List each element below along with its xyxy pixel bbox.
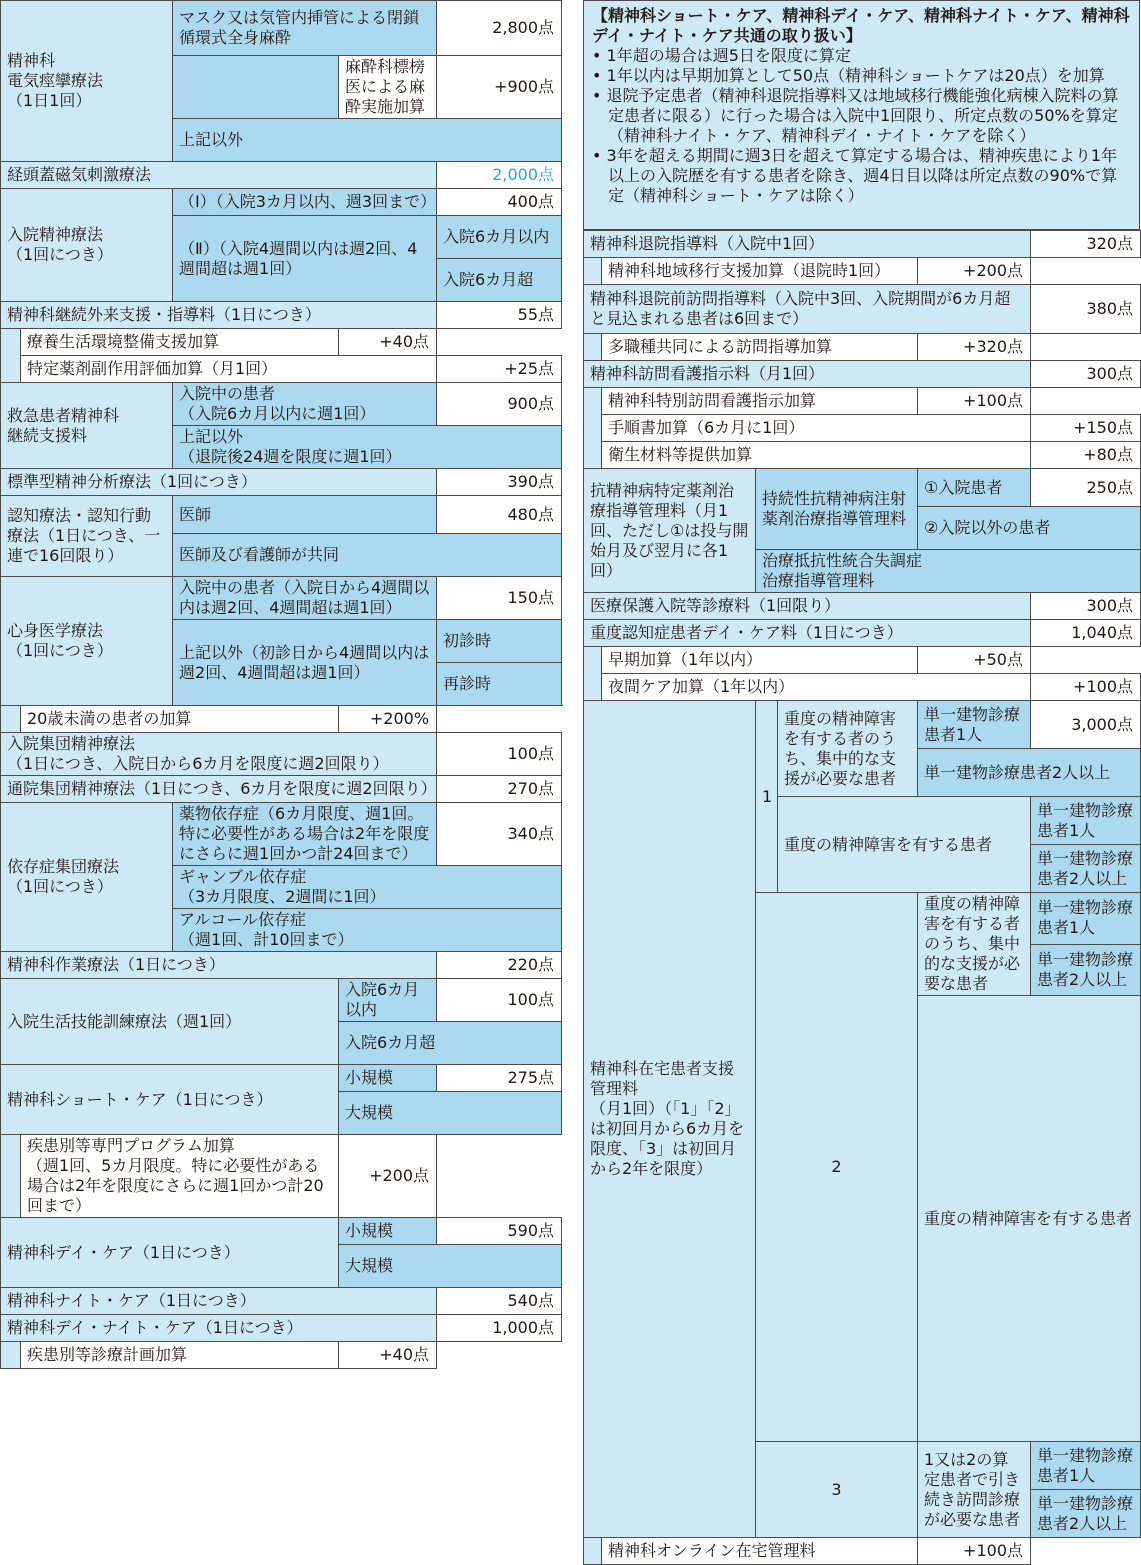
fee-item-cell: 重度の精神障害を有する患者 (918, 996, 1141, 1442)
fee-item-cell (1, 706, 21, 733)
table-row (1, 383, 562, 426)
fee-item-cell: マスク又は気管内挿管による閉鎖循環式全身麻酔 (173, 1, 437, 56)
fee-item-cell: 早期加算（1年以内） (602, 647, 918, 674)
fee-item-cell: 救急患者精神科 継続支援料 (1, 383, 173, 469)
table-row (1, 1218, 562, 1245)
table-row (584, 701, 1141, 749)
fee-points-cell: +100点 (918, 388, 1031, 415)
table-row (1, 1135, 562, 1218)
fee-item-cell: 特定薬剤副作用評価加算（月1回） (21, 356, 437, 383)
table-row (584, 620, 1141, 647)
fee-points-cell: 340点 (437, 803, 562, 866)
fee-item-cell: 単一建物診療患者2人以上 (1031, 845, 1141, 893)
fee-item-cell: 薬物依存症（6カ月限度、週1回。特に必要性がある場合は2年を限度にさらに週1回かつ計24回まで） (173, 803, 437, 866)
fee-item-cell: 単一建物診療患者2人以上 (1031, 1490, 1141, 1538)
fee-item-cell: （Ⅱ）（入院4週間以内は週2回、4週間超は週1回） (173, 216, 437, 302)
fee-item-cell: ②入院以外の患者 (918, 507, 1141, 550)
fee-item-cell (1, 1135, 21, 1218)
fee-points-cell: 150点 (437, 577, 562, 620)
fee-points-cell: 1,000点 (437, 1315, 562, 1342)
fee-item-cell: 手順書加算（6カ月に1回） (602, 415, 1031, 442)
fee-item-cell: アルコール依存症 （週1回、計10回まで） (173, 909, 562, 952)
fee-item-cell: 治療抵抗性統合失調症 治療指導管理料 (756, 550, 1141, 593)
fee-points-cell: +100点 (1031, 674, 1141, 701)
fee-item-cell: 重度の精神障害を有する患者 (778, 797, 1031, 893)
table-row (584, 1538, 1141, 1565)
fee-points-cell: 220点 (437, 952, 562, 979)
fee-item-cell: 精神科オンライン在宅管理料 (602, 1538, 918, 1565)
fee-item-cell: 精神科ショート・ケア（1日につき） (1, 1065, 339, 1135)
fee-item-cell: 入院6カ月超 (437, 259, 562, 302)
fee-points-cell: +80点 (1031, 442, 1141, 469)
fee-points-cell: 900点 (437, 383, 562, 426)
fee-item-cell: ①入院患者 (918, 469, 1031, 507)
fee-item-cell: 再診時 (437, 663, 562, 706)
fee-points-cell: 100点 (437, 733, 562, 776)
table-row (1, 189, 562, 216)
fee-item-cell: 精神科作業療法（1日につき） (1, 952, 437, 979)
table-row (1, 1342, 562, 1369)
fee-item-cell: 依存症集団療法 （1回につき） (1, 803, 173, 952)
fee-points-cell: +40点 (339, 1342, 437, 1369)
table-row (584, 388, 1141, 415)
fee-points-cell: 400点 (437, 189, 562, 216)
fee-points-cell: 2,800点 (437, 1, 562, 56)
table-row (1, 952, 562, 979)
right-fee-table (583, 230, 1141, 1565)
fee-points-cell: +200点 (339, 1135, 437, 1218)
fee-item-cell: ギャンブル依存症 （3カ月限度、2週間に1回） (173, 866, 562, 909)
fee-points-cell: 590点 (437, 1218, 562, 1245)
fee-item-cell: （Ⅰ）（入院3カ月以内、週3回まで） (173, 189, 437, 216)
fee-item-cell: 重度の精神障害を有する者のうち、集中的な支援が必要な患者 (918, 893, 1031, 996)
fee-item-cell: 2 (756, 893, 918, 1442)
fee-item-cell: 大規模 (339, 1245, 562, 1288)
table-row (1, 469, 562, 496)
table-row (1, 1065, 562, 1092)
fee-item-cell: 単一建物診療患者1人 (1031, 1442, 1141, 1490)
fee-points-cell: 2,000点 (437, 162, 562, 189)
table-row (1, 302, 562, 329)
fee-points-cell: +200点 (918, 258, 1031, 285)
fee-item-cell: 入院中の患者（入院日から4週間以内は週2回、4週間超は週1回） (173, 577, 437, 620)
fee-item-cell (1, 1342, 21, 1369)
fee-item-cell: 精神科デイ・ケア（1日につき） (1, 1218, 339, 1288)
fee-item-cell: 多職種共同による訪問指導加算 (602, 334, 918, 361)
fee-item-cell: 1 (756, 701, 778, 893)
fee-item-cell: 単一建物診療患者1人 (1031, 893, 1141, 945)
left-fee-table (0, 0, 562, 1369)
fee-item-cell: 上記以外 （退院後24週を限度に週1回） (173, 426, 562, 469)
table-row (1, 1288, 562, 1315)
fee-points-cell: 1,040点 (1031, 620, 1141, 647)
fee-points-cell: +50点 (918, 647, 1031, 674)
fee-item-cell: 経頭蓋磁気刺激療法 (1, 162, 437, 189)
table-row (1, 162, 562, 189)
fee-item-cell: 標準型精神分析療法（1回につき） (1, 469, 437, 496)
table-row (584, 593, 1141, 620)
fee-item-cell: 夜間ケア加算（1年以内） (602, 674, 1031, 701)
fee-item-cell: 初診時 (437, 620, 562, 663)
fee-points-cell: 540点 (437, 1288, 562, 1315)
fee-item-cell: 精神科退院前訪問指導料（入院中3回、入院期間が6カ月超と見込まれる患者は6回まで） (584, 285, 1031, 334)
fee-item-cell: 医師及び看護師が共同 (173, 534, 562, 577)
fee-item-cell: 精神科デイ・ナイト・ケア（1日につき） (1, 1315, 437, 1342)
fee-item-cell: 精神科在宅患者支援管理料 （月1回）（「1」「2」は初回月から6カ月を限度、「3」は初回月から2年を限度） (584, 701, 756, 1538)
fee-points-cell: 3,000点 (1031, 701, 1141, 749)
fee-item-cell: 重度認知症患者デイ・ケア料（1日につき） (584, 620, 1031, 647)
table-row (584, 258, 1141, 285)
fee-item-cell: 小規模 (339, 1218, 437, 1245)
fee-item-cell: 精神科 電気痙攣療法 （1日1回） (1, 1, 173, 162)
table-row (584, 674, 1141, 701)
table-row (1, 1315, 562, 1342)
table-row (584, 415, 1141, 442)
fee-item-cell: 心身医学療法 （1回につき） (1, 577, 173, 706)
fee-points-cell: 300点 (1031, 593, 1141, 620)
fee-item-cell: 入院6カ月超 (339, 1022, 562, 1065)
fee-item-cell: 上記以外（初診日から4週間以内は週2回、4週間超は週1回） (173, 620, 437, 706)
table-row (1, 733, 562, 776)
table-row (584, 442, 1141, 469)
fee-item-cell: 精神科地域移行支援加算（退院時1回） (602, 258, 918, 285)
fee-points-cell: +900点 (437, 56, 562, 119)
table-row (1, 803, 562, 866)
fee-points-cell: 480点 (437, 496, 562, 534)
fee-item-cell (584, 647, 602, 701)
fee-item-cell: 入院生活技能訓練療法（週1回） (1, 979, 339, 1065)
fee-points-cell: 275点 (437, 1065, 562, 1092)
fee-item-cell: 単一建物診療患者1人 (918, 701, 1031, 749)
table-row (584, 231, 1141, 258)
fee-points-cell: 270点 (437, 776, 562, 803)
table-row (1, 979, 562, 1022)
table-row (584, 647, 1141, 674)
fee-item-cell: 単一建物診療患者2人以上 (918, 749, 1141, 797)
fee-points-cell: 300点 (1031, 361, 1141, 388)
fee-item-cell: 精神科特別訪問看護指示加算 (602, 388, 918, 415)
fee-item-cell (584, 388, 602, 469)
table-row (1, 496, 562, 534)
fee-item-cell: 上記以外 (173, 119, 562, 162)
fee-item-cell: 医師 (173, 496, 437, 534)
fee-points-cell: +25点 (437, 356, 562, 383)
fee-points-cell: +200% (339, 706, 437, 733)
note-bullet: • 1年以内は早期加算として50点（精神科ショートケアは20点）を加算 (592, 66, 1131, 86)
fee-item-cell: 1又は2の算定患者で引き続き訪問診療が必要な患者 (918, 1442, 1031, 1538)
fee-item-cell: 小規模 (339, 1065, 437, 1092)
table-row (584, 334, 1141, 361)
fee-points-cell: 55点 (437, 302, 562, 329)
fee-points-cell: 390点 (437, 469, 562, 496)
fee-item-cell (584, 334, 602, 361)
fee-item-cell: 医療保護入院等診療料（1回限り） (584, 593, 1031, 620)
note-title: 【精神科ショート・ケア、精神科デイ・ケア、精神科ナイト・ケア、精神科デイ・ナイト・ケア共通の取り扱い】 (592, 6, 1130, 45)
fee-item-cell: 精神科継続外来支援・指導料（1日につき） (1, 302, 437, 329)
fee-points-cell: +40点 (339, 329, 437, 356)
fee-item-cell: 疾患別等診療計画加算 (21, 1342, 339, 1369)
fee-points-cell: 380点 (1031, 285, 1141, 334)
note-bullet: • 退院予定患者（精神科退院指導料又は地域移行機能強化病棟入院料の算定患者に限る）に行った場合は入院中1回限り、所定点数の50%を算定（精神科ナイト・ケア、精神科デイ・ナイト・ケアを除く） (592, 86, 1131, 146)
fee-item-cell: 3 (756, 1442, 918, 1538)
table-row (1, 356, 562, 383)
table-row (1, 776, 562, 803)
table-row (1, 329, 562, 356)
fee-item-cell: 入院6カ月以内 (437, 216, 562, 259)
fee-item-cell: 大規模 (339, 1092, 562, 1135)
fee-item-cell: 麻酔科標榜医による麻酔実施加算 (339, 56, 437, 119)
fee-item-cell: 持続性抗精神病注射薬剤治療指導管理料 (756, 469, 918, 550)
common-rules-note (583, 0, 1140, 230)
fee-points-cell: +150点 (1031, 415, 1141, 442)
fee-points-cell: 100点 (437, 979, 562, 1022)
table-row (584, 469, 1141, 507)
fee-item-cell: 入院精神療法 （1回につき） (1, 189, 173, 302)
fee-item-cell: 入院中の患者 （入院6カ月以内に週1回） (173, 383, 437, 426)
fee-item-cell: 精神科ナイト・ケア（1日につき） (1, 1288, 437, 1315)
fee-item-cell: 抗精神病特定薬剤治療指導管理料（月1回、ただし①は投与開始月及び翌月に各1回） (584, 469, 756, 593)
table-row (584, 361, 1141, 388)
fee-item-cell: 通院集団精神療法（1日につき、6カ月を限度に週2回限り） (1, 776, 437, 803)
fee-item-cell (584, 258, 602, 285)
fee-item-cell: 単一建物診療患者1人 (1031, 797, 1141, 845)
fee-item-cell: 療養生活環境整備支援加算 (21, 329, 339, 356)
fee-item-cell: 認知療法・認知行動療法（1日につき、一連で16回限り） (1, 496, 173, 577)
fee-item-cell (1, 329, 21, 383)
note-bullet: • 1年超の場合は週5日を限度に算定 (592, 46, 1131, 66)
fee-item-cell: 重度の精神障害を有する者のうち、集中的な支援が必要な患者 (778, 701, 918, 797)
fee-points-cell: 250点 (1031, 469, 1141, 507)
fee-item-cell: 20歳未満の患者の加算 (21, 706, 339, 733)
note-bullet: • 3年を超える期間に週3日を超えて算定する場合は、精神疾患により1年以上の入院歴を有する患者を除き、週4日目以降は所定点数の90%で算定（精神科ショート・ケアは除く） (592, 146, 1131, 206)
fee-item-cell: 入院集団精神療法 （1日につき、入院日から6カ月を限度に週2回限り） (1, 733, 437, 776)
fee-item-cell: 衛生材料等提供加算 (602, 442, 1031, 469)
table-row (1, 706, 562, 733)
fee-points-cell: +100点 (918, 1538, 1031, 1565)
fee-points-cell: 320点 (1031, 231, 1141, 258)
fee-points-cell: +320点 (918, 334, 1031, 361)
fee-item-cell: 精神科退院指導料（入院中1回） (584, 231, 1031, 258)
fee-item-cell: 精神科訪問看護指示料（月1回） (584, 361, 1031, 388)
fee-item-cell: 単一建物診療患者2人以上 (1031, 944, 1141, 996)
fee-item-cell (584, 1538, 602, 1565)
table-row (584, 285, 1141, 334)
table-row (1, 1, 562, 56)
fee-item-cell: 入院6カ月以内 (339, 979, 437, 1022)
fee-item-cell: 疾患別等専門プログラム加算 （週1回、5カ月限度。特に必要性がある場合は2年を限度にさらに週1回かつ計20回まで） (21, 1135, 339, 1218)
table-row (1, 577, 562, 620)
fee-item-cell (173, 56, 339, 119)
